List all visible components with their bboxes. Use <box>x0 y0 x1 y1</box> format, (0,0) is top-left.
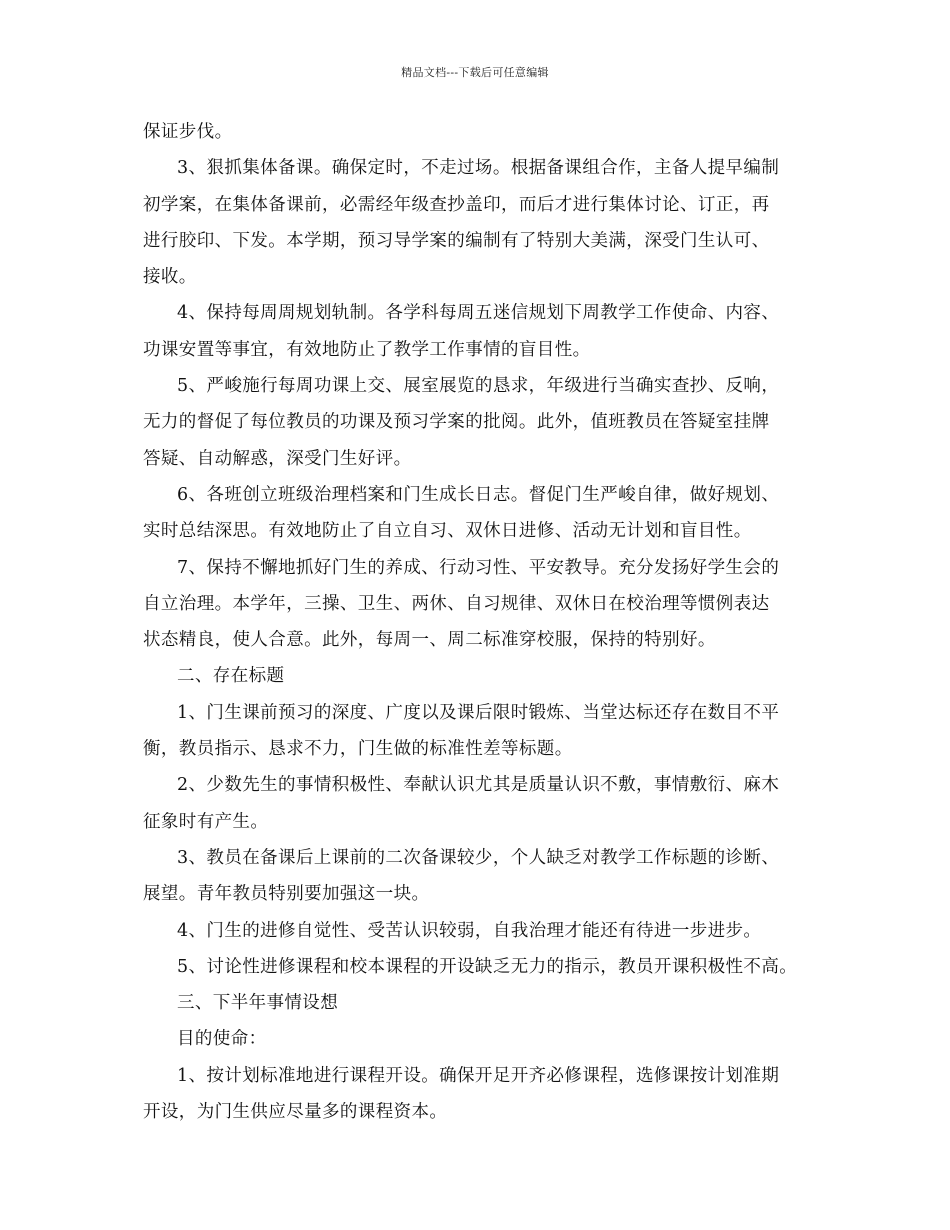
text-line: 2、少数先生的事情积极性、奉献认识尤其是质量认识不敷，事情敷衍、麻木 <box>177 775 780 796</box>
text-line: 初学案，在集体备课前，必需经年级查抄盖印，而后才进行集体讨论、订正，再 <box>143 194 770 215</box>
text-line: 衡，教员指示、恳求不力，门生做的标准性差等标题。 <box>143 739 573 760</box>
text-line: 无力的督促了每位教员的功课及预习学案的批阅。此外，值班教员在答疑室挂牌 <box>143 412 770 433</box>
text-line: 3、教员在备课后上课前的二次备课较少，个人缺乏对教学工作标题的诊断、 <box>177 847 780 868</box>
text-line: 二、存在标题 <box>177 666 285 687</box>
text-line: 三、下半年事情设想 <box>177 993 339 1014</box>
text-line: 保证步伐。 <box>143 122 233 142</box>
text-line: 开设，为门生供应尽量多的课程资本。 <box>143 1102 448 1123</box>
text-line: 目的使命： <box>177 1029 267 1050</box>
text-line: 1、门生课前预习的深度、广度以及课后限时锻炼、当堂达标还存在数目不平 <box>177 702 780 723</box>
text-line: 实时总结深思。有效地防止了自立自习、双休日进修、活动无计划和盲目性。 <box>143 521 752 542</box>
text-line: 7、保持不懈地抓好门生的养成、行动习性、平安教导。充分发扬好学生会的 <box>177 557 780 578</box>
text-line: 6、各班创立班级治理档案和门生成长日志。督促门生严峻自律，做好规划、 <box>177 484 780 505</box>
text-line: 功课安置等事宜，有效地防止了教学工作事情的盲目性。 <box>143 339 591 360</box>
text-line: 1、按计划标准地进行课程开设。确保开足开齐必修课程，选修课按计划准期 <box>177 1065 780 1086</box>
text-line: 接收。 <box>143 267 197 288</box>
text-line: 展望。青年教员特别要加强这一块。 <box>143 884 430 905</box>
text-line: 状态精良，使人合意。此外，每周一、周二标准穿校服，保持的特别好。 <box>143 630 716 651</box>
text-line: 进行胶印、下发。本学期，预习导学案的编制有了特别大美满，深受门生认可、 <box>143 230 770 251</box>
text-line: 5、讨论性进修课程和校本课程的开设缺乏无力的指示，教员开课积极性不高。 <box>177 956 798 977</box>
text-line: 4、门生的进修自觉性、受苦认识较弱，自我治理才能还有待进一步进步。 <box>177 920 762 941</box>
text-line: 3、狠抓集体备课。确保定时，不走过场。根据备课组合作，主备人提早编制 <box>177 158 780 179</box>
text-line: 自立治理。本学年，三操、卫生、两休、自习规律、双休日在校治理等惯例表达 <box>143 593 770 614</box>
text-line: 5、严峻施行每周功课上交、展室展览的恳求，年级进行当确实查抄、反响， <box>177 376 780 397</box>
document-body <box>143 114 818 1130</box>
text-line: 征象时有产生。 <box>143 811 269 832</box>
text-line: 答疑、自动解惑，深受门生好评。 <box>143 448 412 469</box>
page-header: 精品文档---下载后可任意编辑 <box>401 66 549 79</box>
text-line: 4、保持每周周规划轨制。各学科每周五迷信规划下周教学工作使命、内容、 <box>177 303 780 324</box>
